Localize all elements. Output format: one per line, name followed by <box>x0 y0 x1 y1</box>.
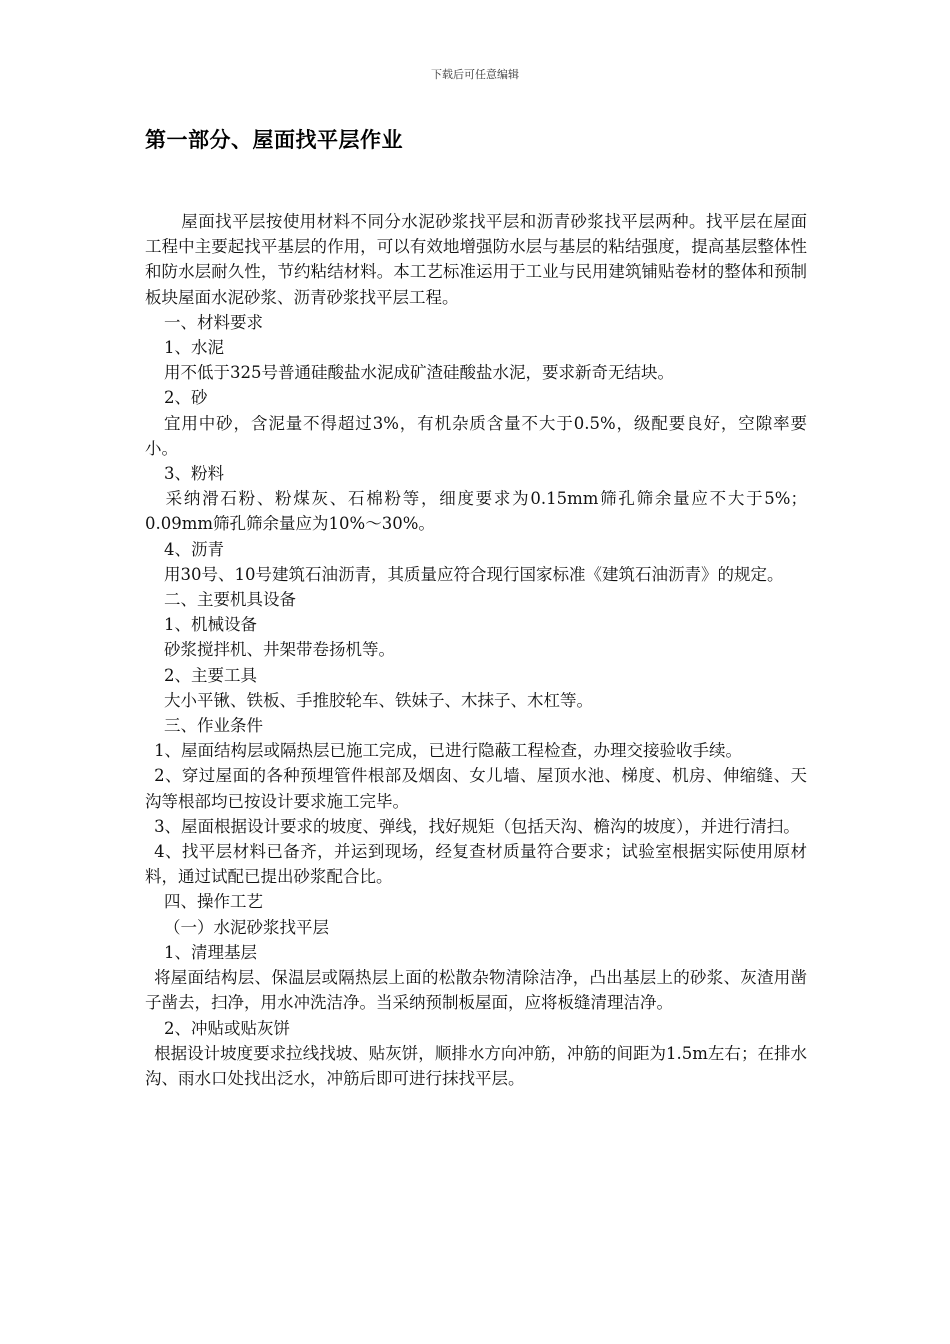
subsection-heading: 1、机械设备 <box>163 615 257 635</box>
section-heading: 四、操作工艺 <box>163 892 263 912</box>
paragraph: 采纳滑石粉、粉煤灰、石棉粉等，细度要求为0.15mm筛孔筛余量应不大于5%；0.09mm筛孔筛余量应为10%～30%。 <box>145 489 807 534</box>
section-heading: 三、作业条件 <box>163 716 263 736</box>
subsection-heading: 2、冲贴或贴灰饼 <box>163 1018 290 1038</box>
paragraph: 砂浆搅拌机、井架带卷扬机等。 <box>163 640 395 660</box>
page-header-note: 下载后可任意编辑 <box>431 68 519 81</box>
paragraph: 1、屋面结构层或隔热层已施工完成，已进行隐蔽工程检查，办理交接验收手续。 <box>154 741 743 761</box>
subsection-heading: （一）水泥砂浆找平层 <box>163 917 329 937</box>
subsection-heading: 4、沥青 <box>163 539 224 559</box>
subsection-heading: 3、粉料 <box>163 464 224 484</box>
paragraph: 4、找平层材料已备齐，并运到现场，经复查材质量符合要求；试验室根据实际使用原材料，通过试配已提出砂浆配合比。 <box>145 842 807 887</box>
paragraph: 用不低于325号普通硅酸盐水泥成矿渣硅酸盐水泥，要求新奇无结块。 <box>163 363 674 383</box>
paragraph: 根据设计坡度要求拉线找坡、贴灰饼，顺排水方向冲筋，冲筋的间距为1.5m左右；在排水沟、雨水口处找出泛水，冲筋后即可进行抹找平层。 <box>145 1043 807 1088</box>
document-body <box>145 209 807 1091</box>
paragraph: 屋面找平层按使用材料不同分水泥砂浆找平层和沥青砂浆找平层两种。找平层在屋面工程中主要起找平基层的作用，可以有效地增强防水层与基层的粘结强度，提高基层整体性和防水层耐久性，节约粘结材料。本工艺标准运用于工业与民用建筑铺贴卷材的整体和预制板块屋面水泥砂浆、沥青砂浆找平层工程。 <box>145 212 807 307</box>
subsection-heading: 1、清理基层 <box>163 942 257 962</box>
paragraph: 2、穿过屋面的各种预埋管件根部及烟囱、女儿墙、屋顶水池、梯度、机房、伸缩缝、天沟等根部均已按设计要求施工完毕。 <box>145 766 807 811</box>
section-heading: 二、主要机具设备 <box>163 590 296 610</box>
section-heading: 一、材料要求 <box>163 312 263 332</box>
paragraph: 将屋面结构层、保温层或隔热层上面的松散杂物清除洁净，凸出基层上的砂浆、灰渣用凿子凿去，扫净，用水冲洗洁净。当采纳预制板屋面，应将板缝清理洁净。 <box>145 968 807 1013</box>
paragraph: 3、屋面根据设计要求的坡度、弹线，找好规矩（包括天沟、檐沟的坡度），并进行清扫。 <box>154 816 800 836</box>
subsection-heading: 2、主要工具 <box>163 665 257 685</box>
paragraph: 用30号、10号建筑石油沥青，其质量应符合现行国家标准《建筑石油沥青》的规定。 <box>163 564 784 584</box>
paragraph: 大小平锹、铁板、手推胶轮车、铁妹子、木抹子、木杠等。 <box>163 690 593 710</box>
paragraph: 宜用中砂，含泥量不得超过3%，有机杂质含量不大于0.5%，级配要良好，空隙率要小。 <box>145 413 807 458</box>
document-title: 第一部分、屋面找平层作业 <box>145 128 403 152</box>
subsection-heading: 1、水泥 <box>163 338 224 358</box>
subsection-heading: 2、砂 <box>163 388 208 408</box>
